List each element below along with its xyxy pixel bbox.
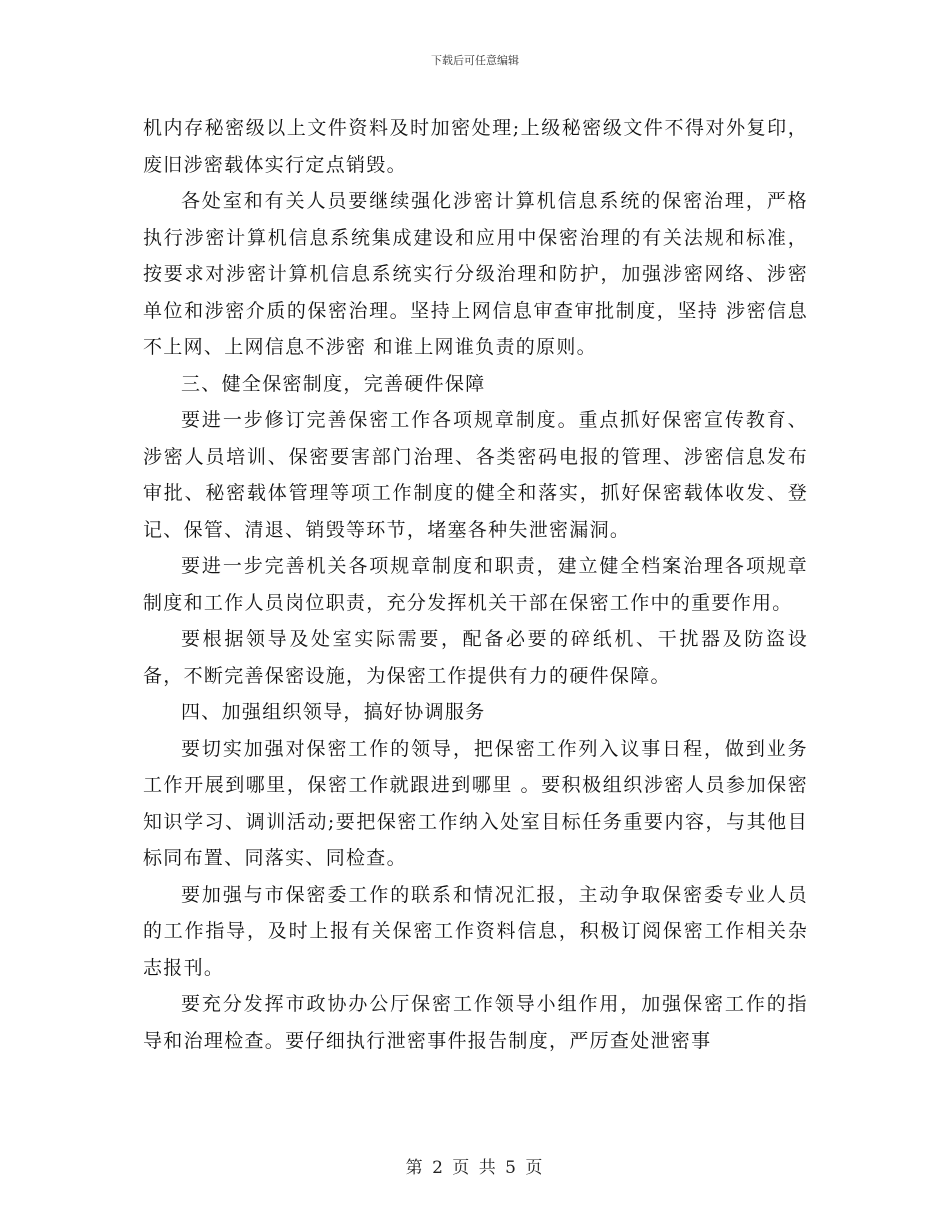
page-number: 第 2 页 共 5 页	[405, 1158, 545, 1178]
section-heading: 四、加强组织领导，搞好协调服务	[181, 701, 486, 723]
paragraph: 机内存秘密级以上文件资料及时加密处理;上级秘密级文件不得对外复印，废旧涉密载体实行定点销毁。	[143, 117, 808, 176]
paragraph: 要进一步修订完善保密工作各项规章制度。重点抓好保密宣传教育、涉密人员培训、保密要害部门治理、各类密码电报的管理、涉密信息发布审批、秘密载体管理等项工作制度的健全和落实，抓好保密载体收发、登记、保管、清退、销毁等环节，堵塞各种失泄密漏洞。	[143, 409, 808, 541]
paragraph: 要切实加强对保密工作的领导，把保密工作列入议事日程，做到业务工作开展到哪里，保密工作就跟进到哪里 。要积极组织涉密人员参加保密知识学习、调训活动;要把保密工作纳入处室目标任务重要内容，与其他目标同布置、同落实、同检查。	[143, 737, 808, 869]
section-heading: 三、健全保密制度，完善硬件保障	[181, 372, 486, 395]
page-header: 下载后可任意编辑	[431, 54, 519, 67]
paragraph: 要进一步完善机关各项规章制度和职责，建立健全档案治理各项规章制度和工作人员岗位职责，充分发挥机关干部在保密工作中的重要作用。	[143, 555, 808, 614]
document-body	[143, 110, 808, 1059]
paragraph: 要根据领导及处室实际需要，配备必要的碎纸机、干扰器及防盗设备，不断完善保密设施，为保密工作提供有力的硬件保障。	[143, 628, 808, 687]
paragraph: 各处室和有关人员要继续强化涉密计算机信息系统的保密治理，严格执行涉密计算机信息系统集成建设和应用中保密治理的有关法规和标准，按要求对涉密计算机信息系统实行分级治理和防护，加强涉密网络、涉密单位和涉密介质的保密治理。坚持上网信息审查审批制度，坚持 涉密信息不上网、上网信息不涉密 和谁上网谁负责的原则。	[143, 190, 808, 358]
paragraph: 要加强与市保密委工作的联系和情况汇报，主动争取保密委专业人员的工作指导，及时上报有关保密工作资料信息，积极订阅保密工作相关杂志报刊。	[143, 883, 808, 979]
paragraph: 要充分发挥市政协办公厅保密工作领导小组作用，加强保密工作的指导和治理检查。要仔细执行泄密事件报告制度，严厉查处泄密事	[143, 993, 808, 1052]
